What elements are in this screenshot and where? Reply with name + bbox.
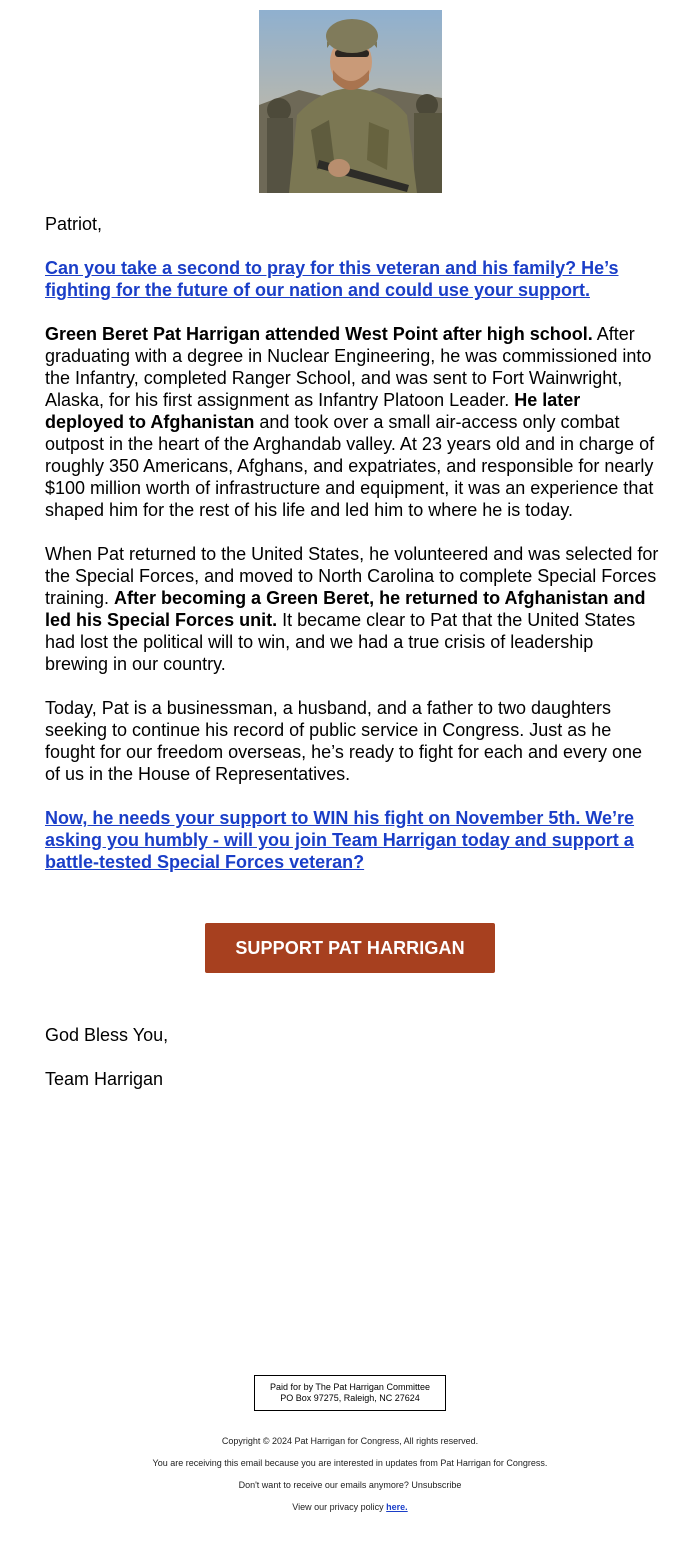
signature: Team Harrigan — [45, 1069, 164, 1089]
support-link-paragraph — [45, 807, 660, 873]
closing: God Bless You, — [45, 1025, 169, 1045]
bio2-text-1: When Pat returned to the United States, he volunteered and was selected for the Special Forces, and moved to North Carolina to complete Special Forces training. — [45, 544, 659, 608]
pray-link[interactable]: Can you take a second to pray for this veteran and his family? He’s fighting for the future of our nation and could use your support. — [45, 258, 619, 300]
bio-text-2: and took over a small air-access only combat outpost in the heart of the Arghandab valley. At 23 years old and in charge of roughly 350 Americans, Afghans, and expatriates, and responsible for nearly $100 million worth of infrastructure and equipment, it was an experience that shaped him for the rest of his life and led him to where he is today. — [45, 412, 655, 520]
soldier-photo — [259, 10, 442, 193]
pray-link-paragraph — [45, 257, 660, 301]
footer-privacy — [0, 1502, 700, 1513]
footer-copyright: Copyright © 2024 Pat Harrigan for Congress, All rights reserved. — [221, 1436, 479, 1446]
footer-receiving: You are receiving this email because you are interested in updates from Pat Harrigan for Congress. — [152, 1458, 548, 1468]
paid-for-line2: PO Box 97275, Raleigh, NC 27624 — [280, 1393, 420, 1403]
support-link[interactable]: Now, he needs your support to WIN his fight on November 5th. We’re asking you humbly - will you join Team Harrigan today and support a battle-tested Special Forces veteran? — [45, 808, 635, 872]
privacy-link[interactable]: here. — [386, 1502, 408, 1512]
footer-unsubscribe[interactable]: Don't want to receive our emails anymore? Unsubscribe — [238, 1480, 462, 1490]
bio-paragraph-3: Today, Pat is a businessman, a husband, and a father to two daughters seeking to continue his record of public service in Congress. Just as he fought for our freedom overseas, he’s ready to fight for each and every one of us in the House of Representatives. — [45, 698, 643, 784]
bio-bold-1: Green Beret Pat Harrigan attended West Point after high school. — [45, 324, 593, 344]
bio-paragraph-1 — [45, 323, 660, 521]
bio-text-1: After graduating with a degree in Nuclear Engineering, he was commissioned into the Infantry, completed Ranger School, and was sent to Fort Wainwright, Alaska, for his first assignment as Infantry Platoon Leader. — [45, 324, 652, 410]
paid-for-box — [254, 1375, 446, 1411]
hero-photo — [259, 10, 442, 193]
privacy-prefix: View our privacy policy — [292, 1502, 387, 1512]
paid-for-line1: Paid for by The Pat Harrigan Committee — [270, 1382, 430, 1392]
bio-bold-2: He later deployed to Afghanistan — [45, 390, 581, 432]
bio2-bold-1: After becoming a Green Beret, he returned to Afghanistan and led his Special Forces unit. — [45, 588, 646, 630]
support-button[interactable]: SUPPORT PAT HARRIGAN — [205, 923, 495, 973]
greeting: Patriot, — [45, 214, 103, 234]
bio2-text-2: It became clear to Pat that the United States had lost the political will to win, and we had a true crisis of leadership brewing in our country. — [45, 610, 636, 674]
bio-paragraph-2 — [45, 543, 660, 675]
